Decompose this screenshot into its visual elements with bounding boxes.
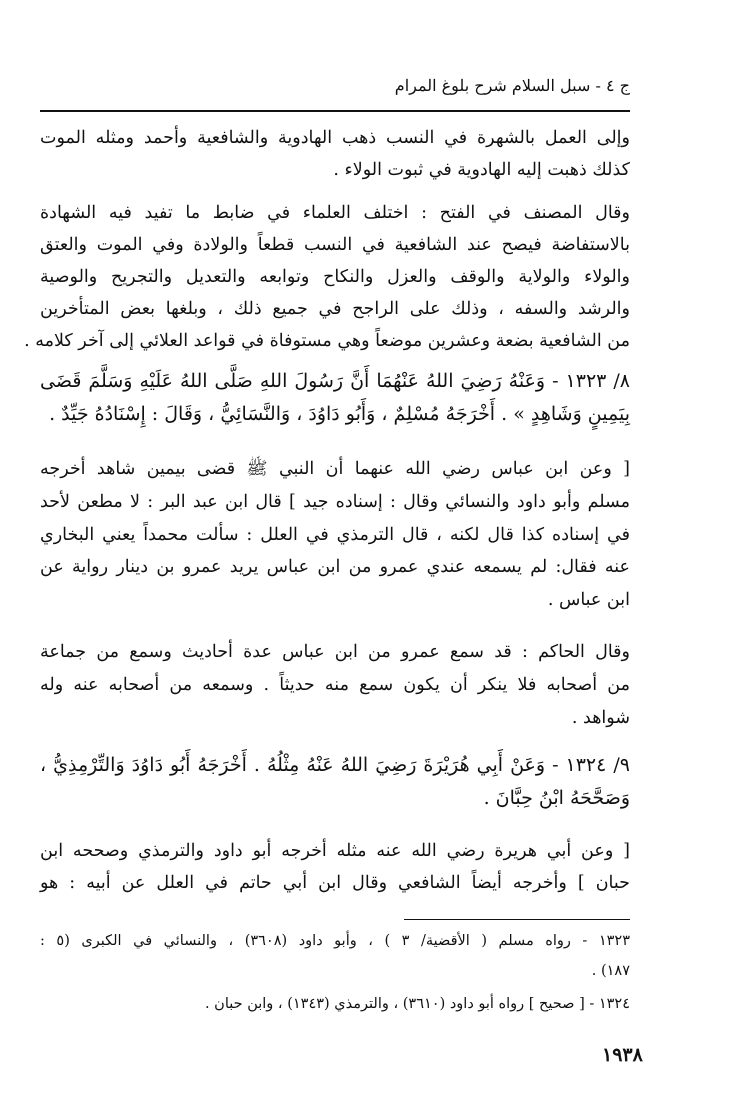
hadith-text-line: وَصَحَّحَهُ ابْنُ حِبَّانَ .	[483, 787, 630, 809]
header-rule	[40, 110, 630, 112]
text-line: عنه فقال: لم يسمعه عندي عمرو من ابن عباس يريد عمرو بن دينار رواية عن	[40, 557, 630, 577]
running-head: ج ٤ - سبل السلام شرح بلوغ المرام	[394, 76, 630, 95]
text-line: والرشد والسفه ، وذلك على الراجح في جميع ذلك ، وبلغها بعض المتأخرين	[40, 299, 630, 319]
text-line: من الشافعية بضعة وعشرين موضعاً وهي مستوفاة في قواعد العلائي إلى آخر كلامه .	[24, 331, 630, 351]
text-line: [ وعن ابن عباس رضي الله عنهما أن النبي ﷺ قضى بيمين شاهد أخرجه	[40, 459, 630, 479]
footnote-rule	[404, 919, 630, 920]
hadith-text-line: ٨/ ١٣٢٣ - وَعَنْهُ رَضِيَ اللهُ عَنْهُمَا أَنَّ رَسُولَ اللهِ صَلَّى اللهُ عَلَيْهِ وَسَلَّمَ قَضَى	[40, 370, 630, 392]
text-line: بالاستفاضة فيصح عند الشافعية في النسب قطعاً والولادة وفي الموت والعتق	[40, 235, 630, 255]
text-line: وإلى العمل بالشهرة في النسب ذهب الهادوية والشافعية وأحمد ومثله الموت	[40, 128, 630, 148]
page-number: ١٩٣٨	[602, 1044, 643, 1066]
text-line: والولاء والولاية والوقف والعزل والنكاح وتوابعه والتعديل والتجريح والوصية	[40, 267, 630, 287]
text-line: [ وعن أبي هريرة رضي الله عنه مثله أخرجه أبو داود والترمذي وصححه ابن	[40, 841, 630, 861]
text-line: من أصحابه فلا ينكر أن يكون سمع منه حديثاً . وسمعه من أصحابه عنه وله	[40, 675, 630, 695]
hadith-text-line: بِيَمِينٍ وَشَاهِدٍ » . أَخْرَجَهُ مُسْلِمٌ ، وَأَبُو دَاوُدَ ، وَالنَّسَائِيُّ ، وَقَالَ : إِسْنَادُهُ جَيِّدٌ .	[49, 403, 630, 425]
hadith-text-line: ٩/ ١٣٢٤ - وَعَنْ أَبِي هُرَيْرَةَ رَضِيَ اللهُ عَنْهُ مِثْلُهُ . أَخْرَجَهُ أَبُو دَاوُدَ وَالتِّرْمِذِيُّ ،	[40, 754, 630, 776]
text-line: في إسناده كذا قال لكنه ، قال الترمذي في العلل : سألت محمداً يعني البخاري	[40, 525, 630, 545]
text-line: وقال الحاكم : قد سمع عمرو من ابن عباس عدة أحاديث وسمع من جماعة	[40, 642, 630, 662]
footnote-line: ١٨٧) .	[591, 963, 630, 979]
text-line: كذلك ذهبت إليه الهادوية في ثبوت الولاء .	[333, 160, 630, 180]
text-line: ابن عباس .	[547, 590, 630, 610]
text-line: حبان ] وأخرجه أيضاً الشافعي وقال ابن أبي حاتم في العلل عن أبيه : هو	[40, 873, 630, 893]
text-line: وقال المصنف في الفتح : اختلف العلماء في ضابط ما تفيد فيه الشهادة	[40, 203, 630, 223]
text-line: شواهد .	[571, 708, 630, 728]
footnote-line: ١٣٢٤ - [ صحيح ] رواه أبو داود (٣٦١٠) ، والترمذي (١٣٤٣) ، وابن حبان .	[204, 996, 630, 1012]
text-line: مسلم وأبو داود والنسائي وقال : إسناده جيد ] قال ابن عبد البر : لا مطعن لأحد	[40, 492, 630, 512]
footnote-line: ١٣٢٣ - رواه مسلم ( الأقضية/ ٣ ) ، وأبو داود (٣٦٠٨) ، والنسائي في الكبرى (٥ :	[40, 933, 630, 949]
